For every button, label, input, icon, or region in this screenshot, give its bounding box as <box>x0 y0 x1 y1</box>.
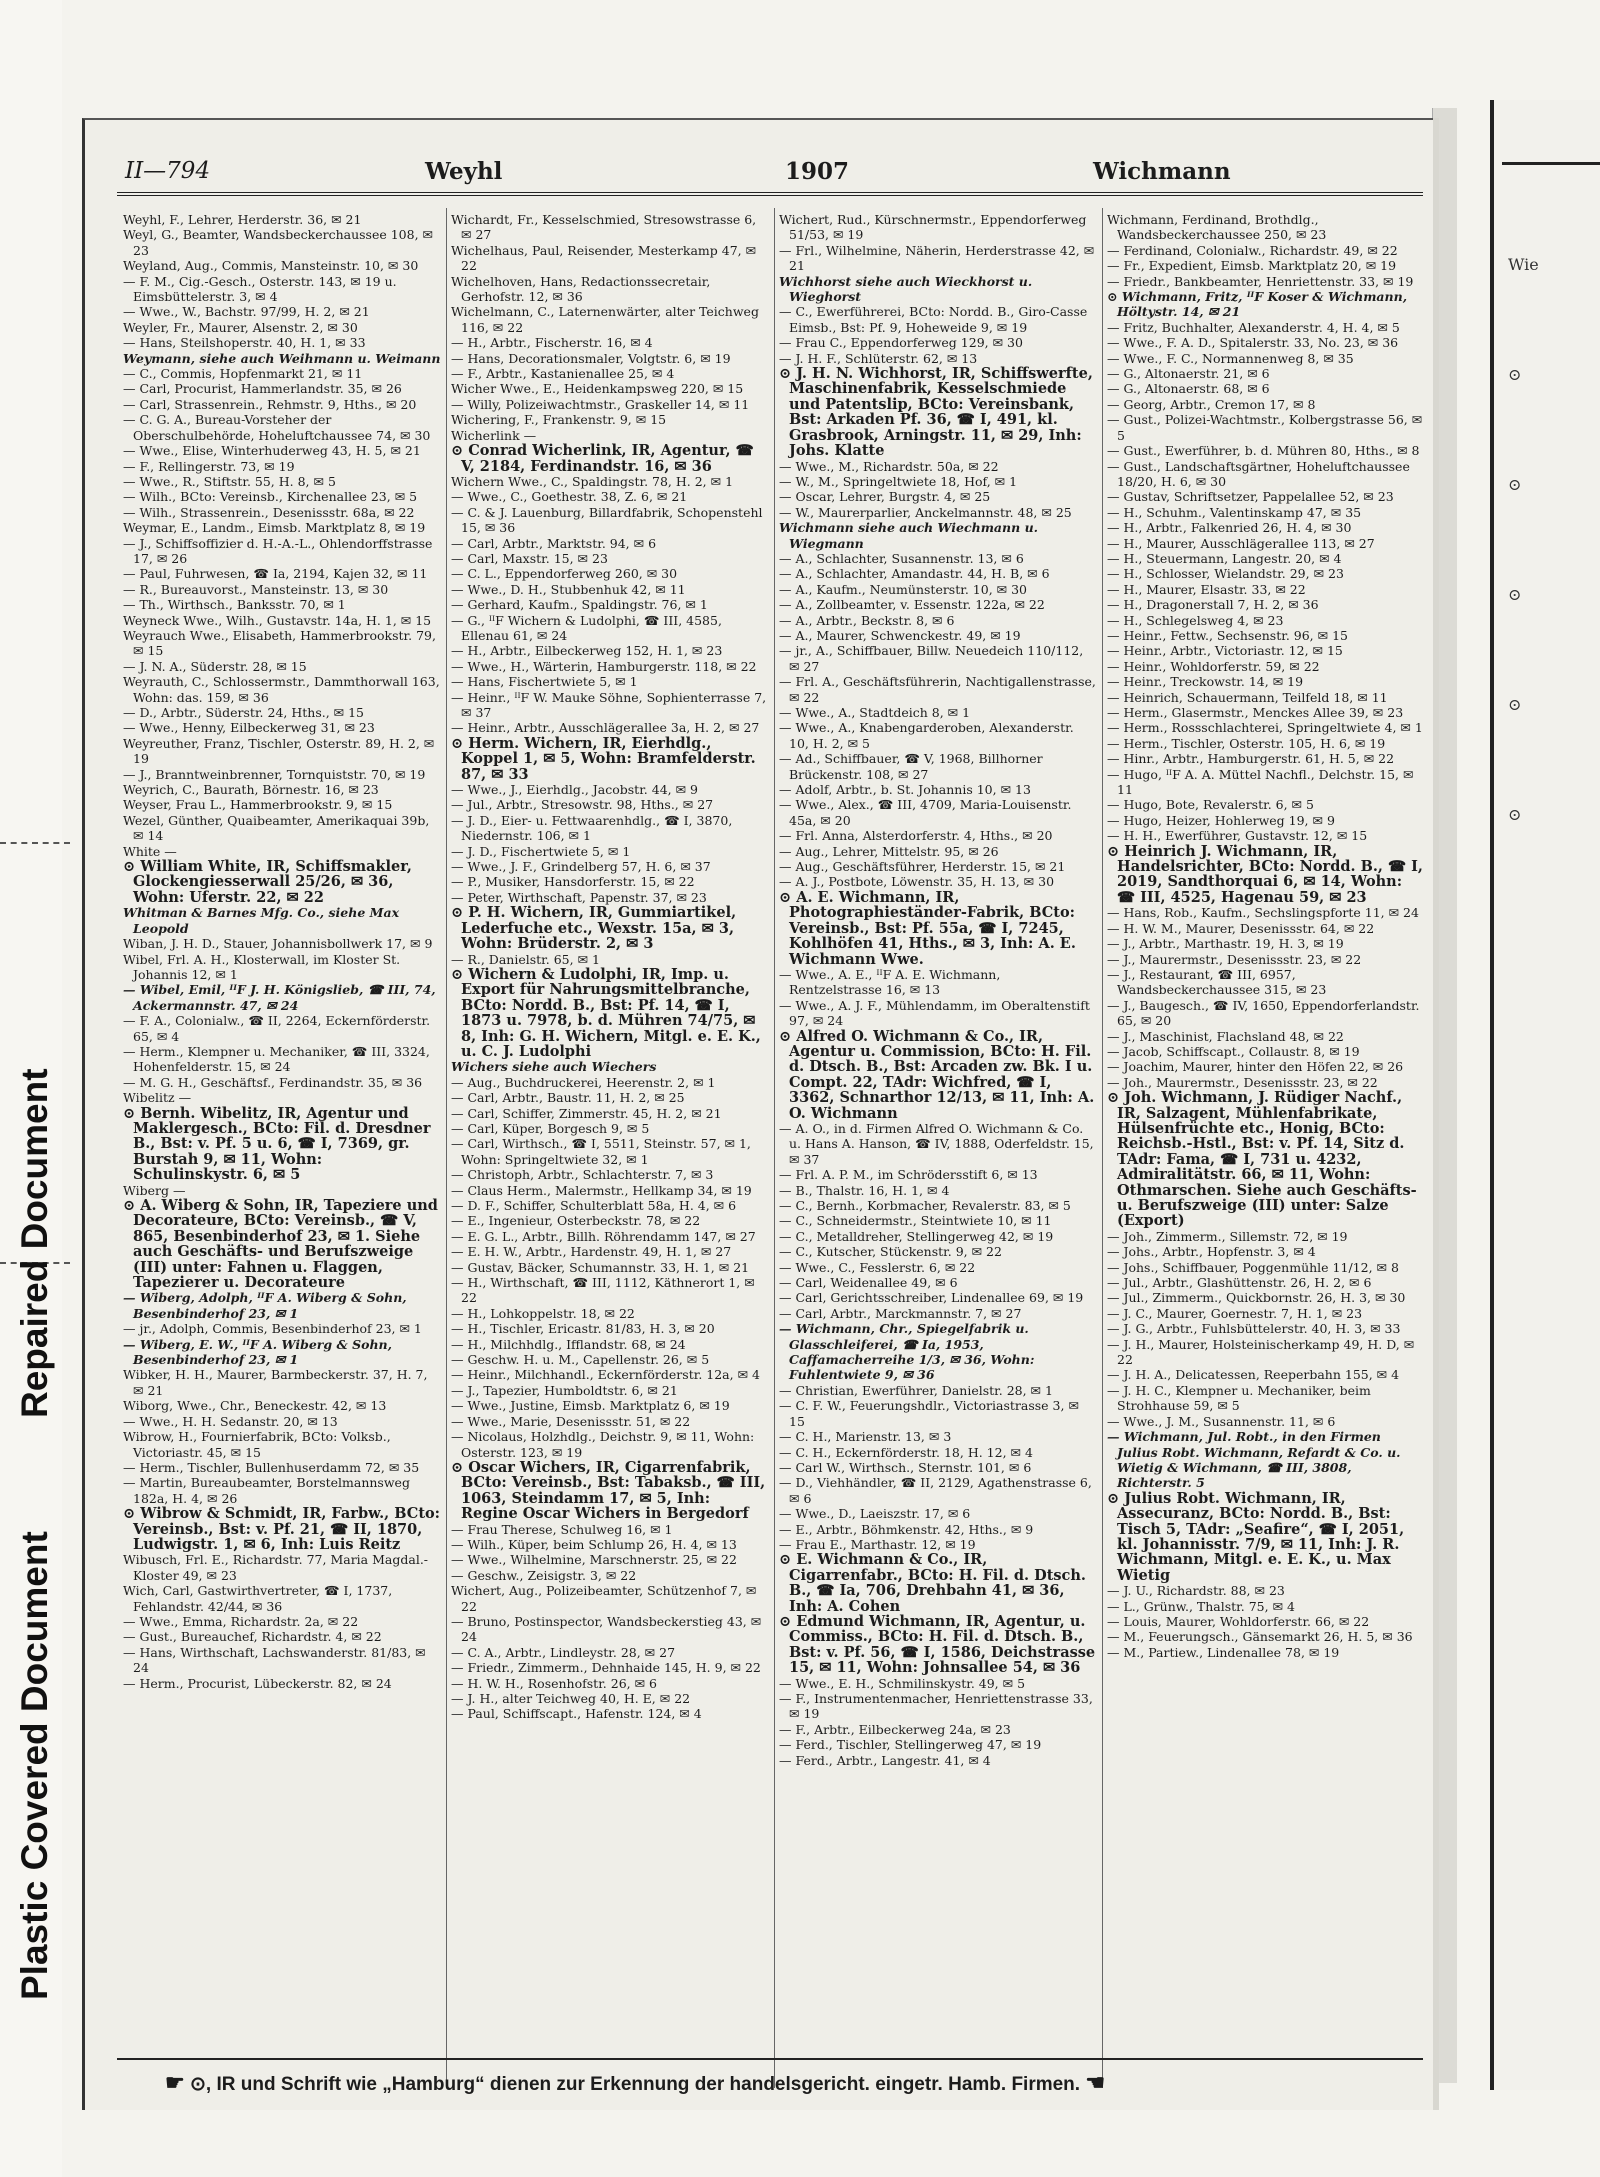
directory-entry: — Willy, Polizeiwachtmstr., Graskeller 14, ✉ 11 <box>451 396 750 412</box>
directory-entry: — Wwe., H. H. Sedanstr. 20, ✉ 13 <box>123 1413 338 1429</box>
directory-entry: Wiban, J. H. D., Stauer, Johannisbollwerk 17, ✉ 9 <box>123 936 433 952</box>
directory-entry: Weyrauth, C., Schlossermstr., Dammthorwall 163, Wohn: das. 159, ✉ 36 <box>123 674 440 705</box>
directory-entry: — J., Baugesch., ☎ IV, 1650, Eppendorferlandstr. 65, ✉ 20 <box>1107 997 1420 1029</box>
directory-entry: — Friedr., Bankbeamter, Henriettenstr. 33, ✉ 19 <box>1107 273 1414 289</box>
directory-entry: — C., Metalldreher, Stellingerweg 42, ✉ 19 <box>779 1228 1054 1244</box>
directory-entry: Wich, Carl, Gastwirthvertreter, ☎ I, 1737, Fehlandstr. 42/44, ✉ 36 <box>123 1583 393 1614</box>
directory-entry: Wichelhaus, Paul, Reisender, Mesterkamp 47, ✉ 22 <box>451 242 757 274</box>
directory-entry: — Jul., Arbtr., Stresowstr. 98, Hths., ✉ 27 <box>451 797 714 813</box>
directory-entry: — H., Arbtr., Fischerstr. 16, ✉ 4 <box>451 335 653 351</box>
directory-entry: — Heinr., Wohldorferstr. 59, ✉ 22 <box>1107 658 1320 674</box>
directory-entry: — Wwe., Wilhelmine, Marschnerstr. 25, ✉ 22 <box>451 1552 737 1568</box>
directory-entry: ⊙ Oscar Wichers, IR, Cigarrenfabrik, BCto: Vereinsb., Bst: Tabaksb., ☎ III, 1063, Steindamm 17, ✉ 5, Inh: Regine Oscar Wichers in Bergedorf <box>451 1458 766 1523</box>
directory-entry: — Ferdinand, Colonialw., Richardstr. 49, ✉ 22 <box>1107 242 1398 258</box>
directory-entry: — Wichmann, Jul. Robt., in den Firmen Julius Robt. Wichmann, Refardt & Co. u. Wietig & Wichmann, ☎ III, 3808, Richterstr. 5 <box>1107 1429 1401 1491</box>
directory-entry: — Aug., Geschäftsführer, Herderstr. 15, ✉ 21 <box>779 859 1066 875</box>
directory-entry: — G., Altonaerstr. 21, ✉ 6 <box>1107 366 1270 382</box>
directory-entry: — Aug., Lehrer, Mittelstr. 95, ✉ 26 <box>779 843 999 859</box>
directory-entry: — L., Grünw., Thalstr. 75, ✉ 4 <box>1107 1598 1295 1614</box>
directory-entry: — C. H., Marienstr. 13, ✉ 3 <box>779 1429 952 1445</box>
directory-entry: — Carl, Arbtr., Baustr. 11, H. 2, ✉ 25 <box>451 1090 685 1106</box>
directory-entry: — Wiberg, E. W., ᴵᴵF A. Wiberg & Sohn, Besenbinderhof 23, ✉ 1 <box>123 1336 392 1368</box>
directory-entry: — Hans, Rob., Kaufm., Sechslingspforte 11, ✉ 24 <box>1107 905 1419 921</box>
directory-entry: Wibker, H. H., Maurer, Barmbeckerstr. 37, H. 7, ✉ 21 <box>123 1367 428 1398</box>
directory-entry: — Hans, Wirthschaft, Lachswanderstr. 81/83, ✉ 24 <box>123 1644 426 1676</box>
directory-entry: — Paul, Schiffscapt., Hafenstr. 124, ✉ 4 <box>451 1706 702 1722</box>
directory-entry: — Frl., Wilhelmine, Näherin, Herderstrasse 42, ✉ 21 <box>779 242 1095 274</box>
header-year: 1907 <box>785 158 850 185</box>
cut-line-top <box>0 842 70 844</box>
directory-entry: — H., Wirthschaft, ☎ III, 1112, Käthnerort 1, ✉ 22 <box>451 1275 755 1306</box>
directory-entry: — Hans, Fischertwiete 5, ✉ 1 <box>451 674 638 690</box>
directory-entry: — A., Arbtr., Beckstr. 8, ✉ 6 <box>779 612 955 628</box>
directory-entry: Weyler, Fr., Maurer, Alsenstr. 2, ✉ 30 <box>123 319 358 335</box>
directory-entry: — M., Feuerungsch., Gänsemarkt 26, H. 5, ✉ 36 <box>1107 1629 1413 1645</box>
directory-entry: — Wwe., C., Goethestr. 38, Z. 6, ✉ 21 <box>451 489 688 505</box>
directory-entry: — E. H. W., Arbtr., Hardenstr. 49, H. 1, ✉ 27 <box>451 1244 732 1260</box>
directory-entry: — Wwe., J. M., Susannenstr. 11, ✉ 6 <box>1107 1413 1336 1429</box>
directory-entry: — H., Lohkoppelstr. 18, ✉ 22 <box>451 1305 635 1321</box>
directory-entry: — Wwe., A., Knabengarderoben, Alexanderstr. 10, H. 2, ✉ 5 <box>779 720 1074 751</box>
directory-entry: — Herm., Procurist, Lübeckerstr. 82, ✉ 24 <box>123 1675 392 1691</box>
directory-entry: — Ferd., Tischler, Stellingerweg 47, ✉ 19 <box>779 1737 1042 1753</box>
directory-entry: — H., Dragonerstall 7, H. 2, ✉ 36 <box>1107 597 1319 613</box>
directory-entry: — J. H. A., Delicatessen, Reeperbahn 155, ✉ 4 <box>1107 1367 1400 1383</box>
directory-entry: — H., Schuhm., Valentinskamp 47, ✉ 35 <box>1107 504 1362 520</box>
directory-entry: — Wwe., A., Stadtdeich 8, ✉ 1 <box>779 705 971 720</box>
directory-entry: — F., Rellingerstr. 73, ✉ 19 <box>123 458 295 474</box>
directory-entry: — J., Branntweinbrenner, Tornquiststr. 70, ✉ 19 <box>123 766 426 782</box>
directory-entry: — G., ᴵᴵF Wichern & Ludolphi, ☎ III, 4585, Ellenau 61, ✉ 24 <box>451 612 722 643</box>
directory-entry: — Carl, Wirthsch., ☎ I, 5511, Steinstr. 57, ✉ 1, Wohn: Springeltwiete 32, ✉ 1 <box>451 1136 751 1167</box>
directory-entry: — Wwe., W., Bachstr. 97/99, H. 2, ✉ 21 <box>123 304 370 320</box>
directory-entry: ⊙ Wibrow & Schmidt, IR, Farbw., BCto: Vereinsb., Bst: v. Pf. 21, ☎ II, 1870, Ludwigstr. 1, ✉ 6, Inh: Luis Reitz <box>123 1505 441 1553</box>
directory-entry: — H., Maurer, Ausschlägerallee 113, ✉ 27 <box>1107 535 1375 551</box>
directory-entry: Wichert, Aug., Polizeibeamter, Schützenhof 7, ✉ 22 <box>451 1583 757 1614</box>
directory-entry: — Ferd., Arbtr., Langestr. 41, ✉ 4 <box>779 1752 991 1768</box>
directory-entry: Weyrauch Wwe., Elisabeth, Hammerbrookstr. 79, ✉ 15 <box>123 627 436 659</box>
directory-entry: — Joachim, Maurer, hinter den Höfen 22, ✉ 26 <box>1107 1059 1404 1075</box>
directory-entry: — Jul., Zimmerm., Quickbornstr. 26, H. 3, ✉ 30 <box>1107 1290 1406 1306</box>
directory-entry: — Herm., Klempner u. Mechaniker, ☎ III, 3324, Hohenfelderstr. 15, ✉ 24 <box>123 1043 430 1075</box>
directory-entry: — J., Maschinist, Flachsland 48, ✉ 22 <box>1107 1028 1344 1044</box>
directory-entry: ⊙ Wichmann, Fritz, ᴵᴵF Koser & Wichmann, Höltystr. 14, ✉ 21 <box>1107 289 1408 320</box>
directory-entry: — H., Tischler, Ericastr. 81/83, H. 3, ✉ 20 <box>451 1321 715 1337</box>
directory-entry: — Heinr., Arbtr., Victoriastr. 12, ✉ 15 <box>1107 643 1343 659</box>
directory-entry: — jr., Adolph, Commis, Besenbinderhof 23, ✉ 1 <box>123 1321 422 1337</box>
directory-entry: — Th., Wirthsch., Banksstr. 70, ✉ 1 <box>123 597 346 613</box>
directory-entry: — Wwe., A. E., ᴵᴵF A. E. Wichmann, Rentzelstrasse 16, ✉ 13 <box>779 966 1001 998</box>
directory-entry: Wiborg, Wwe., Chr., Beneckestr. 42, ✉ 13 <box>123 1398 387 1414</box>
directory-entry: — G., Altonaerstr. 68, ✉ 6 <box>1107 381 1270 397</box>
directory-entry: — Carl W., Wirthsch., Sternstr. 101, ✉ 6 <box>779 1459 1032 1475</box>
directory-entry: — D. F., Schiffer, Schulterblatt 58a, H. 4, ✉ 6 <box>451 1198 737 1213</box>
directory-entry: — Wichmann, Chr., Spiegelfabrik u. Glasschleiferei, ☎ Ia, 1953, Caffamacherreihe 1/3, ✉ 36, Wohn: Fuhlentwiete 9, ✉ 36 <box>779 1321 1035 1383</box>
pointing-hand-icon: ☚ <box>1085 2070 1106 2095</box>
directory-entry: — F. A., Colonialw., ☎ II, 2264, Eckernförderstr. 65, ✉ 4 <box>123 1013 431 1044</box>
directory-entry: — C. H., Eckernförderstr. 18, H. 12, ✉ 4 <box>779 1444 1033 1460</box>
directory-entry: — Frau E., Marthastr. 12, ✉ 19 <box>779 1536 976 1552</box>
directory-entry: — H., Schlosser, Wielandstr. 29, ✉ 23 <box>1107 566 1344 582</box>
directory-entry: — F., Arbtr., Kastanienallee 25, ✉ 4 <box>451 366 675 382</box>
directory-entry: Weyhl, F., Lehrer, Herderstr. 36, ✉ 21 <box>123 212 362 227</box>
directory-entry: — Jul., Arbtr., Glashüttenstr. 26, H. 2, ✉ 6 <box>1107 1275 1372 1291</box>
header-left-word: Weyhl <box>425 158 503 185</box>
directory-entry: Wichering, F., Frankenstr. 9, ✉ 15 <box>451 412 667 428</box>
directory-entry: — jr., A., Schiffbauer, Billw. Neuedeich 110/112, ✉ 27 <box>779 643 1084 674</box>
directory-entry: — Wiberg, Adolph, ᴵᴵF A. Wiberg & Sohn, Besenbinderhof 23, ✉ 1 <box>123 1290 407 1321</box>
directory-entry: — A. J., Postbote, Löwenstr. 35, H. 13, ✉ 30 <box>779 874 1055 890</box>
directory-entry: — Wwe., M., Richardstr. 50a, ✉ 22 <box>779 458 999 474</box>
directory-entry: — Wwe., F. A. D., Spitalerstr. 33, No. 23, ✉ 36 <box>1107 335 1399 351</box>
directory-entry: — J. C., Maurer, Goernestr. 7, H. 1, ✉ 23 <box>1107 1305 1363 1321</box>
directory-entry: — J., Tapezier, Humboldtstr. 6, ✉ 21 <box>451 1382 678 1398</box>
directory-entry: — J., Restaurant, ☎ III, 6957, Wandsbeckerchaussee 315, ✉ 23 <box>1107 966 1327 998</box>
directory-entry: Weyreuther, Franz, Tischler, Osterstr. 89, H. 2, ✉ 19 <box>123 735 435 767</box>
directory-entry: ⊙ Alfred O. Wichmann & Co., IR, Agentur u. Commission, BCto: H. Fil. d. Dtsch. B., Bst: Arcaden zw. Bk. I u. Compt. 22, TAdr: Wichfred, ☎ I, 3362, Schnarthor 12/13, ✉ 11, Inh: A. O. Wichmann <box>779 1027 1095 1122</box>
directory-entry: — Herm., Tischler, Bullenhuserdamm 72, ✉ 35 <box>123 1459 420 1475</box>
directory-entry: — E., Ingenieur, Osterbeckstr. 78, ✉ 22 <box>451 1213 701 1229</box>
directory-entry: ⊙ E. Wichmann & Co., IR, Cigarrenfabr., BCto: H. Fil. d. Dtsch. B., ☎ Ia, 706, Drehbahn 41, ✉ 36, Inh: A. Cohen <box>779 1551 1086 1615</box>
directory-entry: — Gustav, Schriftsetzer, Pappelallee 52, ✉ 23 <box>1107 489 1394 505</box>
directory-entry: — A., Schlachter, Susannenstr. 13, ✉ 6 <box>779 550 1024 566</box>
directory-entry: — Nicolaus, Holzhdlg., Deichstr. 9, ✉ 11, Wohn: Osterstr. 123, ✉ 19 <box>451 1429 755 1460</box>
directory-entry: — Heinr., Fettw., Sechsenstr. 96, ✉ 15 <box>1107 627 1348 643</box>
directory-entry: — Wilh., BCto: Vereinsb., Kirchenallee 23, ✉ 5 <box>123 489 418 505</box>
directory-entry: — H. W. H., Rosenhofstr. 26, ✉ 6 <box>451 1675 657 1691</box>
directory-entry: — Wwe., J., Eierhdlg., Jacobstr. 44, ✉ 9 <box>451 782 698 798</box>
directory-entry: — Friedr., Zimmerm., Dehnhaide 145, H. 9, ✉ 22 <box>451 1660 761 1676</box>
directory-entry: — Wwe., D. H., Stubbenhuk 42, ✉ 11 <box>451 581 686 597</box>
directory-entry: — W., M., Springeltwiete 18, Hof, ✉ 1 <box>779 473 1018 489</box>
directory-entry: — H. W. M., Maurer, Desenissstr. 64, ✉ 22 <box>1107 920 1375 936</box>
directory-entry: — W., Maurerparlier, Anckelmannstr. 48, ✉ 25 <box>779 504 1072 520</box>
directory-entry: — Carl, Maxstr. 15, ✉ 23 <box>451 550 608 566</box>
directory-entry: — A., Zollbeamter, v. Essenstr. 122a, ✉ 22 <box>779 597 1045 613</box>
directory-entry: — C. & J. Lauenburg, Billardfabrik, Schopenstehl 15, ✉ 36 <box>451 504 763 536</box>
directory-entry: — H., Steuermann, Langestr. 20, ✉ 4 <box>1107 550 1342 566</box>
directory-entry: — Frl. Anna, Alsterdorferstr. 4, Hths., ✉ 20 <box>779 828 1053 844</box>
directory-entry: ⊙ Conrad Wicherlink, IR, Agentur, ☎ V, 2184, Ferdinandstr. 16, ✉ 36 <box>451 442 754 475</box>
directory-entry: — Wibel, Emil, ᴵᴵF J. H. Königslieb, ☎ III, 74, Ackermannstr. 47, ✉ 24 <box>123 982 436 1013</box>
directory-entry: — Carl, Weidenallee 49, ✉ 6 <box>779 1275 958 1291</box>
directory-entry: — D., Arbtr., Süderstr. 24, Hths., ✉ 15 <box>123 705 365 720</box>
directory-entry: — H., Milchhdlg., Ifflandstr. 68, ✉ 24 <box>451 1336 686 1352</box>
directory-entry: — Louis, Maurer, Wohldorferstr. 66, ✉ 22 <box>1107 1613 1370 1629</box>
directory-entry: — Frau C., Eppendorferweg 129, ✉ 30 <box>779 335 1023 351</box>
directory-entry: — Wwe., Alex., ☎ III, 4709, Maria-Louisenstr. 45a, ✉ 20 <box>779 797 1072 828</box>
directory-entry: — Peter, Wirthschaft, Papenstr. 37, ✉ 23 <box>451 889 707 905</box>
directory-entry: — Wwe., J. F., Grindelberg 57, H. 6, ✉ 37 <box>451 859 711 875</box>
directory-entry: — Wwe., H., Wärterin, Hamburgerstr. 118, ✉ 22 <box>451 658 757 674</box>
directory-entry: — Gust., Landschaftsgärtner, Hoheluftchaussee 18/20, H. 6, ✉ 30 <box>1107 458 1410 489</box>
directory-entry: — Carl, Strassenrein., Rehmstr. 9, Hths., ✉ 20 <box>123 396 417 412</box>
column-2 <box>451 212 769 1722</box>
header-rule <box>117 192 1423 196</box>
directory-entry: Weyl, G., Beamter, Wandsbeckerchaussee 108, ✉ 23 <box>123 227 434 258</box>
directory-entry: — M. G. H., Geschäftsf., Ferdinandstr. 35, ✉ 36 <box>123 1074 423 1090</box>
directory-entry: — J. D., Fischertwiete 5, ✉ 1 <box>451 843 631 859</box>
directory-entry: — Herm., Glasermstr., Menckes Allee 39, ✉ 23 <box>1107 705 1404 720</box>
directory-entry: — Johs., Arbtr., Hopfenstr. 3, ✉ 4 <box>1107 1244 1316 1260</box>
directory-entry: — Wwe., A. J. F., Mühlendamm, im Oberaltenstift 97, ✉ 24 <box>779 997 1090 1029</box>
directory-entry: — R., Danielstr. 65, ✉ 1 <box>451 951 600 967</box>
directory-entry: Wichardt, Fr., Kesselschmied, Stresowstrasse 6, ✉ 27 <box>451 212 757 243</box>
directory-entry: — Hugo, ᴵᴵF A. A. Müttel Nachfl., Delchstr. 15, ✉ 11 <box>1107 766 1414 798</box>
directory-entry: — Oscar, Lehrer, Burgstr. 4, ✉ 25 <box>779 489 991 505</box>
directory-entry: — Carl, Gerichtsschreiber, Lindenallee 69, ✉ 19 <box>779 1290 1084 1306</box>
directory-entry: — P., Musiker, Hansdorferstr. 15, ✉ 22 <box>451 874 695 890</box>
directory-entry: — Gustav, Bäcker, Schumannstr. 33, H. 1, ✉ 21 <box>451 1259 750 1275</box>
directory-entry: — B., Thalstr. 16, H. 1, ✉ 4 <box>779 1182 950 1198</box>
directory-entry: — E., Arbtr., Böhmkenstr. 42, Hths., ✉ 9 <box>779 1521 1034 1537</box>
directory-entry: — Wwe., Emma, Richardstr. 2a, ✉ 22 <box>123 1613 359 1629</box>
directory-entry: ⊙ Bernh. Wibelitz, IR, Agentur und Maklergesch., BCto: Fil. d. Dresdner B., Bst: v. Pf. 5 u. 6, ☎ I, 7369, gr. Burstah 9, ✉ 11, Wohn: Schulinskystr. 6, ✉ 5 <box>123 1104 431 1184</box>
directory-entry: — Martin, Bureaubeamter, Borstelmannsweg 182a, H. 4, ✉ 26 <box>123 1475 410 1506</box>
directory-entry: — Hans, Steilshoperstr. 40, H. 1, ✉ 33 <box>123 335 366 351</box>
column-divider <box>446 208 447 2088</box>
directory-entry: — E. G. L., Arbtr., Billh. Röhrendamm 147, ✉ 27 <box>451 1228 756 1244</box>
page-number: II—794 <box>125 158 211 184</box>
directory-entry: ⊙ Joh. Wichmann, J. Rüdiger Nachf., IR, Salzagent, Mühlenfabrikate, Hülsenfrüchte etc., Honig, BCto: Reichsb.-Hstl., Bst: v. Pf. 14, Sitz d. TAdr: Fama, ☎ I, 731 u. 4232, Admiralitätstr. 66, ✉ 11, Wohn: Othmarschen. Siehe auch Geschäfts- u. Berufszweige (III) unter: Salze (Export) <box>1107 1089 1417 1230</box>
directory-entry: — Ad., Schiffbauer, ☎ V, 1968, Billhorner Brückenstr. 108, ✉ 27 <box>779 751 1043 782</box>
directory-entry: — A., Schlachter, Amandastr. 44, H. B, ✉ 6 <box>779 566 1050 582</box>
directory-entry: — H., Arbtr., Eilbeckerweg 152, H. 1, ✉ 23 <box>451 643 723 659</box>
directory-entry: — J., Schiffsoffizier d. H.-A.-L., Ohlendorffstrasse 17, ✉ 26 <box>123 535 433 566</box>
directory-entry: — Carl, Procurist, Hammerlandstr. 35, ✉ 26 <box>123 381 402 397</box>
directory-entry: — A. O., in d. Firmen Alfred O. Wichmann & Co. u. Hans A. Hanson, ☎ IV, 1888, Oderfeldstr. 15, ✉ 37 <box>779 1120 1094 1167</box>
directory-entry: Wichert, Rud., Kürschnermstr., Eppendorferweg 51/53, ✉ 19 <box>779 212 1087 243</box>
directory-entry: — Bruno, Postinspector, Wandsbeckerstieg 43, ✉ 24 <box>451 1613 762 1645</box>
directory-entry: — Wilh., Strassenrein., Desenissstr. 68a, ✉ 22 <box>123 504 415 520</box>
directory-entry: — Christian, Ewerführer, Danielstr. 28, ✉ 1 <box>779 1382 1053 1398</box>
directory-entry: — Carl, Arbtr., Marktstr. 94, ✉ 6 <box>451 535 657 551</box>
header-right-word: Wichmann <box>1093 158 1231 185</box>
directory-entry: — H. H., Ewerführer, Gustavstr. 12, ✉ 15 <box>1107 828 1368 844</box>
directory-entry: Wibusch, Frl. E., Richardstr. 77, Maria Magdal.-Kloster 49, ✉ 23 <box>123 1552 429 1583</box>
directory-entry: ⊙ Wichern & Ludolphi, IR, Imp. u. Export für Nahrungsmittelbranche, BCto: Nordd. B., Bst: Pf. 14, ☎ I, 1873 u. 7978, b. d. Mühren 74/75, ✉ 8, Inh: G. H. Wichern, Mitgl. e. E. K., u. C. J. Ludolphi <box>451 965 761 1060</box>
directory-entry: — Wwe., D., Laeiszstr. 17, ✉ 6 <box>779 1506 971 1522</box>
directory-entry: — Claus Herm., Malermstr., Hellkamp 34, ✉ 19 <box>451 1182 752 1198</box>
directory-entry: — F., Instrumentenmacher, Henriettenstrasse 33, ✉ 19 <box>779 1691 1093 1722</box>
directory-entry: Wibelitz — <box>123 1090 192 1106</box>
directory-entry: — Gust., Polizei-Wachtmstr., Kolbergstrasse 56, ✉ 5 <box>1107 412 1423 443</box>
directory-entry: — Heinrich, Schauermann, Teilfeld 18, ✉ 11 <box>1107 689 1388 705</box>
directory-entry: Weyland, Aug., Commis, Mansteinstr. 10, ✉ 30 <box>123 258 419 274</box>
directory-entry: Wicher Wwe., E., Heidenkampsweg 220, ✉ 15 <box>451 381 744 397</box>
directory-entry: — J. G., Arbtr., Fuhlsbüttelerstr. 40, H. 3, ✉ 33 <box>1107 1321 1401 1337</box>
column-3 <box>779 212 1097 1768</box>
directory-entry: Wichmann, Ferdinand, Brothdlg., Wandsbeckerchaussee 250, ✉ 23 <box>1107 212 1327 243</box>
directory-entry: — M., Partiew., Lindenallee 78, ✉ 19 <box>1107 1644 1340 1660</box>
directory-entry: Wicherlink — <box>451 427 537 443</box>
directory-entry: — J. U., Richardstr. 88, ✉ 23 <box>1107 1583 1285 1599</box>
directory-entry: ⊙ Edmund Wichmann, IR, Agentur, u. Commiss., BCto: H. Fil. d. Dtsch. B., Bst: v. Pf. 56, ☎ I, 1586, Deichstrasse 15, ✉ 11, Wohn: Johnsallee 54, ✉ 36 <box>779 1612 1096 1677</box>
directory-entry: — C. F. W., Feuerungshdlr., Victoriastrasse 3, ✉ 15 <box>779 1398 1079 1429</box>
facing-page: Wie ⊙ ⊙ ⊙ ⊙ ⊙ <box>1490 100 1600 2090</box>
column-divider <box>774 208 775 2088</box>
directory-entry: Weyneck Wwe., Wilh., Gustavstr. 14a, H. 1, ✉ 15 <box>123 612 432 628</box>
directory-entry: — Gust., Ewerführer, b. d. Mühren 80, Hths., ✉ 8 <box>1107 443 1420 459</box>
directory-entry: — J., Arbtr., Marthastr. 19, H. 3, ✉ 19 <box>1107 936 1344 952</box>
directory-entry: — J. D., Eier- u. Fettwaarenhdlg., ☎ I, 3870, Niedernstr. 106, ✉ 1 <box>451 812 733 844</box>
directory-entry: Wichern Wwe., C., Spaldingstr. 78, H. 2, ✉ 1 <box>451 473 734 489</box>
directory-entry: ⊙ J. H. N. Wichhorst, IR, Schiffswerfte, Maschinenfabrik, Kesselschmiede und Patentslip, BCto: Vereinsbank, Bst: Arkaden Pf. 36, ☎ I, 491, kl. Grasbrook, Arningstr. 11, ✉ 29, Inh: Johs. Klatte <box>779 365 1093 460</box>
repaired-document-label: Repaired Document <box>14 1068 55 1418</box>
directory-entry: — Gust., Bureauchef, Richardstr. 4, ✉ 22 <box>123 1629 382 1645</box>
column-1 <box>123 212 441 1691</box>
directory-entry: ⊙ A. Wiberg & Sohn, IR, Tapeziere und Decorateure, BCto: Vereinsb., ☎ V, 865, Besenbinderhof 23, ✉ 1. Siehe auch Geschäfts- und Berufszweige (III) unter: Fahnen u. Flaggen, Tapezierer u. Decorateure <box>123 1197 438 1292</box>
directory-entry: — C., Ewerführerei, BCto: Nordd. B., Giro-Casse Eimsb., Bst: Pf. 9, Hoheweide 9, ✉ 19 <box>779 304 1088 335</box>
directory-entry: — Carl, Küper, Borgesch 9, ✉ 5 <box>451 1120 650 1136</box>
directory-entry: — Hans, Decorationsmaler, Volgtstr. 6, ✉ 19 <box>451 350 731 366</box>
pointing-hand-icon: ☛ <box>165 2070 185 2095</box>
directory-entry: White — <box>123 843 177 859</box>
directory-entry: Weyrich, C., Baurath, Börnestr. 16, ✉ 23 <box>123 782 379 798</box>
directory-entry: — Heinr., Milchhandl., Eckernförderstr. 12a, ✉ 4 <box>451 1367 760 1383</box>
directory-entry: — Georg, Arbtr., Cremon 17, ✉ 8 <box>1107 396 1316 412</box>
directory-entry: Wichelmann, C., Laternenwärter, alter Teichweg 116, ✉ 22 <box>451 304 759 335</box>
directory-entry: — Adolf, Arbtr., b. St. Johannis 10, ✉ 13 <box>779 782 1031 798</box>
directory-entry: — H., Arbtr., Falkenried 26, H. 4, ✉ 30 <box>1107 520 1352 536</box>
footer-note <box>165 2070 1105 2096</box>
directory-entry: — Hugo, Bote, Revalerstr. 6, ✉ 5 <box>1107 797 1314 813</box>
directory-entry: — D., Viehhändler, ☎ II, 2129, Agathenstrasse 6, ✉ 6 <box>779 1475 1092 1506</box>
directory-entry: — Heinr., Treckowstr. 14, ✉ 19 <box>1107 674 1304 690</box>
directory-entry: — Jacob, Schiffscapt., Collaustr. 8, ✉ 19 <box>1107 1043 1360 1059</box>
directory-entry: — Herm., Rossschlachterei, Springeltwiete 4, ✉ 1 <box>1107 720 1423 736</box>
footer-text: ⊙, IR und Schrift wie „Hamburg“ dienen zur Erkennung der handelsgericht. eingetr. Hamb. Firmen. <box>190 2074 1081 2095</box>
directory-entry: — Frl. A., Geschäftsführerin, Nachtigallenstrasse, ✉ 22 <box>779 674 1096 705</box>
directory-entry: Weymann, siehe auch Weihmann u. Weimann <box>123 350 441 366</box>
directory-entry: — Hinr., Arbtr., Hamburgerstr. 61, H. 5, ✉ 22 <box>1107 751 1395 767</box>
directory-entry: — Hugo, Heizer, Hohlerweg 19, ✉ 9 <box>1107 812 1335 828</box>
directory-entry: Wichmann siehe auch Wiechmann u. Wiegmann <box>779 520 1039 551</box>
directory-entry: — R., Bureauvorst., Mansteinstr. 13, ✉ 30 <box>123 581 389 597</box>
directory-entry: Wichers siehe auch Wiechers <box>451 1059 657 1075</box>
directory-entry: Wezel, Günther, Quaibeamter, Amerikaquai 39b, ✉ 14 <box>123 812 430 844</box>
directory-entry: ⊙ Heinrich J. Wichmann, IR, Handelsrichter, BCto: Nordd. B., ☎ I, 2019, Sandthorquai 6, ✉ 14, Wohn: ☎ III, 4525, Hagenau 59, ✉ 23 <box>1107 842 1423 906</box>
directory-entry: — Herm., Tischler, Osterstr. 105, H. 6, ✉ 19 <box>1107 735 1386 751</box>
directory-entry: Weyser, Frau L., Hammerbrookstr. 9, ✉ 15 <box>123 797 393 813</box>
directory-entry: ⊙ William White, IR, Schiffsmakler, Glockengiesserwall 25/26, ✉ 36, Wohn: Uferstr. 22, ✉ 22 <box>123 858 412 906</box>
directory-entry: — J. H. C., Klempner u. Mechaniker, beim Strohhause 59, ✉ 5 <box>1107 1382 1371 1414</box>
directory-entry: — Heinr., Arbtr., Ausschlägerallee 3a, H. 2, ✉ 27 <box>451 720 760 736</box>
directory-entry: — F., Arbtr., Eilbeckerweg 24a, ✉ 23 <box>779 1721 1011 1737</box>
directory-entry: — Wwe., Henny, Eilbeckerweg 31, ✉ 23 <box>123 720 375 736</box>
plastic-covered-label: Plastic Covered Document <box>14 1531 55 2000</box>
directory-entry: — H., Schlegelsweg 4, ✉ 23 <box>1107 612 1284 628</box>
directory-entry: — Heinr., ᴵᴵF W. Mauke Söhne, Sophienterrasse 7, ✉ 37 <box>451 689 767 720</box>
directory-entry: — A., Kaufm., Neumünsterstr. 10, ✉ 30 <box>779 581 1028 597</box>
column-4 <box>1107 212 1425 1660</box>
directory-entry: — Wwe., E. H., Schmilinskystr. 49, ✉ 5 <box>779 1675 1026 1691</box>
directory-entry: — J. N. A., Süderstr. 28, ✉ 15 <box>123 658 307 674</box>
page-edge <box>1432 108 1457 2083</box>
directory-entry: — Wwe., Justine, Eimsb. Marktplatz 6, ✉ 19 <box>451 1398 730 1414</box>
directory-entry: — Johs., Schiffbauer, Poggenmühle 11/12, ✉ 8 <box>1107 1259 1399 1275</box>
directory-entry: — Wilh., Küper, beim Schlump 26, H. 4, ✉ 13 <box>451 1536 737 1552</box>
directory-entry: — Joh., Zimmerm., Sillemstr. 72, ✉ 19 <box>1107 1228 1348 1244</box>
directory-entry: — J. H. F., Schlüterstr. 62, ✉ 13 <box>779 350 978 366</box>
directory-entry: Whitman & Barnes Mfg. Co., siehe Max Leopold <box>123 905 400 936</box>
directory-entry: — Wwe., R., Stiftstr. 55, H. 8, ✉ 5 <box>123 473 336 489</box>
directory-entry: — Christoph, Arbtr., Schlachterstr. 7, ✉ 3 <box>451 1167 714 1183</box>
column-divider <box>1102 208 1103 2088</box>
directory-entry: — Wwe., Elise, Winterhuderweg 43, H. 5, ✉ 21 <box>123 443 421 459</box>
directory-entry: Wibrow, H., Fournierfabrik, BCto: Volksb., Victoriastr. 45, ✉ 15 <box>123 1429 391 1460</box>
directory-entry: — Wwe., C., Fesslerstr. 6, ✉ 22 <box>779 1259 976 1275</box>
directory-entry: — Joh., Maurermstr., Desenissstr. 23, ✉ 22 <box>1107 1074 1378 1090</box>
directory-entry: Wiberg — <box>123 1182 186 1198</box>
directory-entry: — Gerhard, Kaufm., Spaldingstr. 76, ✉ 1 <box>451 597 708 613</box>
directory-entry: — C. L., Eppendorferweg 260, ✉ 30 <box>451 566 678 582</box>
directory-entry: — C. A., Arbtr., Lindleystr. 28, ✉ 27 <box>451 1644 676 1660</box>
directory-entry: — Aug., Buchdruckerei, Heerenstr. 2, ✉ 1 <box>451 1074 716 1090</box>
directory-entry: — C. G. A., Bureau-Vorsteher der Oberschulbehörde, Hoheluftchaussee 74, ✉ 30 <box>123 412 431 443</box>
directory-entry: — J. H., alter Teichweg 40, H. E, ✉ 22 <box>451 1691 691 1706</box>
directory-entry: — Frau Therese, Schulweg 16, ✉ 1 <box>451 1521 673 1537</box>
directory-entry: — C., Commis, Hopfenmarkt 21, ✉ 11 <box>123 366 363 382</box>
directory-entry: — J. H., Maurer, Holsteinischerkamp 49, H. D, ✉ 22 <box>1107 1336 1415 1368</box>
directory-entry: — Fritz, Buchhalter, Alexanderstr. 4, H. 4, ✉ 5 <box>1107 319 1400 335</box>
directory-entry: — J., Maurermstr., Desenissstr. 23, ✉ 22 <box>1107 951 1362 967</box>
directory-entry: — Paul, Fuhrwesen, ☎ Ia, 2194, Kajen 32, ✉ 11 <box>123 566 428 582</box>
directory-entry: ⊙ A. E. Wichmann, IR, Photographieständer-Fabrik, BCto: Vereinsb., Bst: Pf. 55a, ☎ I, 7245, Kohlhöfen 41, Hths., ✉ 3, Inh: A. E. Wichmann Wwe. <box>779 888 1076 968</box>
directory-entry: Wichhorst siehe auch Wieckhorst u. Wieghorst <box>779 273 1033 305</box>
directory-entry: — F. M., Cig.-Gesch., Osterstr. 143, ✉ 19 u. Eimsbüttelerstr. 3, ✉ 4 <box>123 273 397 305</box>
directory-entry: Weymar, E., Landm., Eimsb. Marktplatz 8, ✉ 19 <box>123 520 426 536</box>
directory-entry: — H., Maurer, Elsastr. 33, ✉ 22 <box>1107 581 1306 597</box>
directory-entry: — Fr., Expedient, Eimsb. Marktplatz 20, ✉ 19 <box>1107 258 1397 274</box>
directory-entry: Wichelhoven, Hans, Redactionssecretair, Gerhofstr. 12, ✉ 36 <box>451 273 711 305</box>
directory-entry: — Geschw. H. u. M., Capellenstr. 26, ✉ 5 <box>451 1352 710 1368</box>
directory-entry: ⊙ Julius Robt. Wichmann, IR, Assecuranz, BCto: Nordd. B., Bst: Tisch 5, TAdr: „Seafire“, ☎ I, 2051, kl. Johannisstr. 7/9, ✉ 11, Inh: J. R. Wichmann, Mitgl. e. E. K., u. Max Wietig <box>1107 1489 1405 1584</box>
directory-entry: — A., Maurer, Schwenckestr. 49, ✉ 19 <box>779 627 1021 643</box>
directory-entry: — C., Schneidermstr., Steintwiete 10, ✉ 11 <box>779 1213 1052 1229</box>
directory-entry: — C., Bernh., Korbmacher, Revalerstr. 83, ✉ 5 <box>779 1198 1071 1213</box>
directory-entry: ⊙ P. H. Wichern, IR, Gummiartikel, Lederfuche etc., Wexstr. 15a, ✉ 3, Wohn: Brüderstr. 2, ✉ 3 <box>451 904 737 953</box>
directory-entry: — Carl, Arbtr., Marckmannstr. 7, ✉ 27 <box>779 1305 1022 1321</box>
directory-entry: — Geschw., Zeisigstr. 3, ✉ 22 <box>451 1567 637 1583</box>
directory-entry: — Wwe., F. C., Normannenweg 8, ✉ 35 <box>1107 350 1354 366</box>
directory-entry: — Carl, Schiffer, Zimmerstr. 45, H. 2, ✉ 21 <box>451 1105 722 1121</box>
directory-entry: — Frl. A. P. M., im Schrödersstift 6, ✉ 13 <box>779 1167 1038 1183</box>
directory-entry: — Wwe., Marie, Desenissstr. 51, ✉ 22 <box>451 1413 691 1429</box>
directory-entry: Wibel, Frl. A. H., Klosterwall, im Kloster St. Johannis 12, ✉ 1 <box>123 951 401 982</box>
directory-entry: ⊙ Herm. Wichern, IR, Eierhdlg., Koppel 1, ✉ 5, Wohn: Bramfelderstr. 87, ✉ 33 <box>451 734 756 783</box>
footer-rule <box>117 2058 1423 2060</box>
directory-page <box>82 118 1433 2110</box>
directory-entry: — C., Kutscher, Stückenstr. 9, ✉ 22 <box>779 1244 1002 1260</box>
